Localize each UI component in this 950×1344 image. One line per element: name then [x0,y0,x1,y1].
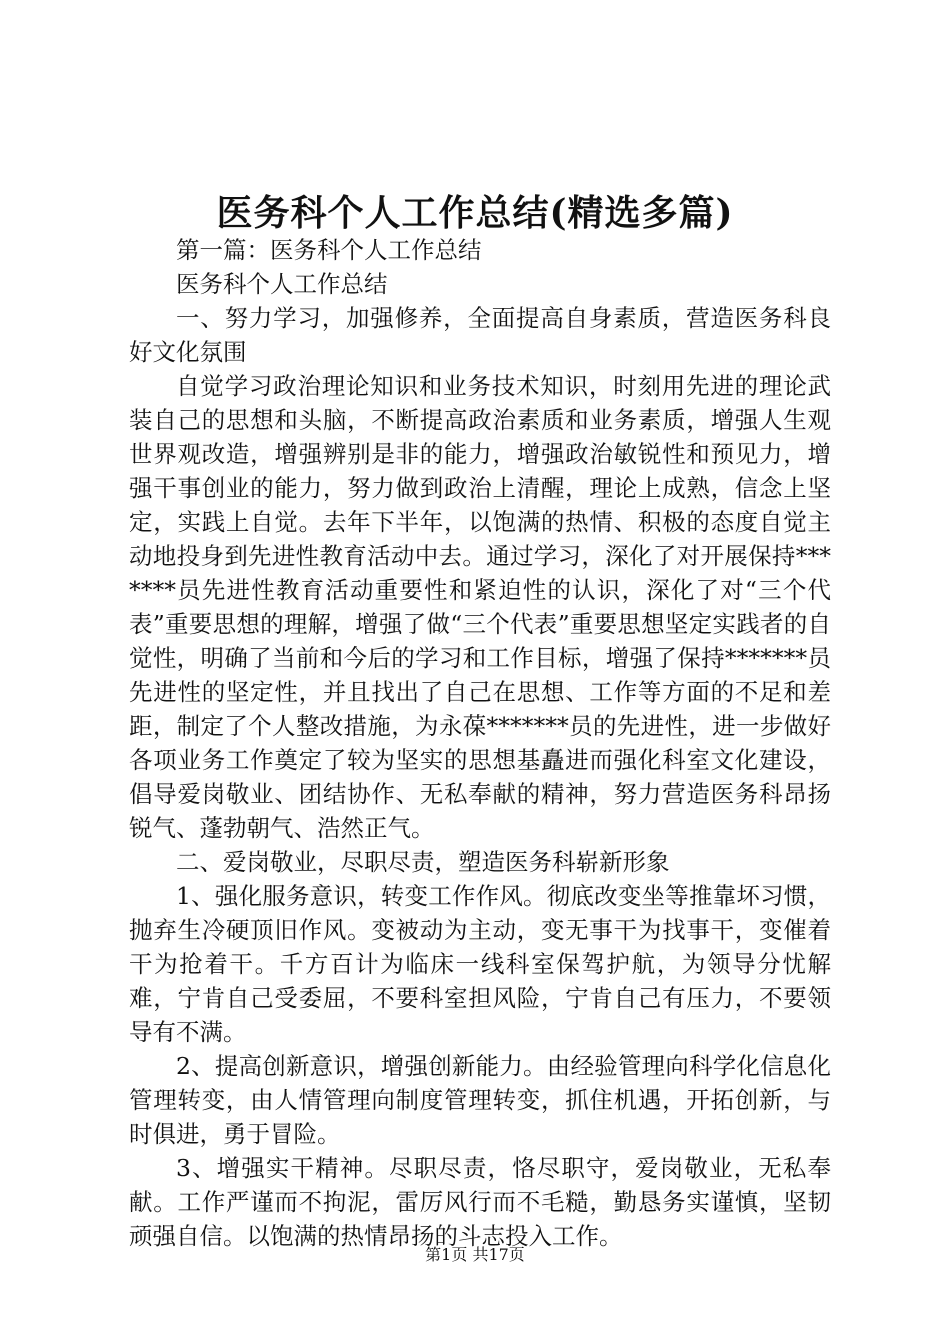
subtitle: 医务科个人工作总结 [176,270,388,298]
document-body [129,233,831,1253]
body-paragraph: 自觉学习政治理论知识和业务技术知识，时刻用先进的理论武装自己的思想和头脑，不断提高政治素质和业务素质，增强人生观世界观改造，增强辨别是非的能力，增强政治敏锐性和预见力，增强干事创业的能力，努力做到政治上清醒，理论上成熟，信念上坚定，实践上自觉。去年下半年，以饱满的热情、积极的态度自觉主动地投身到先进性教育活动中去。通过学习，深化了对开展保持*******员先进性教育活动重要性和紧迫性的认识，深化了对“三个代表”重要思想的理解，增强了做“三个代表”重要思想坚定实践者的自觉性，明确了当前和今后的学习和工作目标，增强了保持*******员先进性的坚定性，并且找出了自己在思想、工作等方面的不足和差距，制定了个人整改措施，为永葆*******员的先进性，进一步做好各项业务工作奠定了较为坚实的思想基矗进而强化科室文化建设，倡导爱岗敬业、团结协作、无私奉献的精神，努力营造医务科昂扬锐气、蓬勃朝气、浩然正气。 [129,372,831,842]
section-heading: 一、努力学习，加强修养，全面提高自身素质，营造医务科良好文化氛围 [129,304,831,366]
body-paragraph: 2、提高创新意识，增强创新能力。由经验管理向科学化信息化管理转变，由人情管理向制度管理转变，抓住机遇，开拓创新，与时俱进，勇于冒险。 [129,1052,831,1148]
body-paragraph: 3、增强实干精神。尽职尽责，恪尽职守，爱岗敬业，无私奉献。工作严谨而不拘泥，雷厉风行而不毛糙，勤恳务实谨慎，坚韧顽强自信。以饱满的热情昂扬的斗志投入工作。 [129,1154,831,1250]
body-paragraph: 1、强化服务意识，转变工作作风。彻底改变坐等推靠坏习惯，抛弃生冷硬顶旧作风。变被动为主动，变无事干为找事干，变催着干为抢着干。千方百计为临床一线科室保驾护航，为领导分忧解难，宁肯自己受委屈，不要科室担风险，宁肯自己有压力，不要领导有不满。 [129,882,831,1046]
section-heading: 二、爱岗敬业，尽职尽责，塑造医务科崭新形象 [176,848,670,876]
document-title: 医务科个人工作总结(精选多篇) [216,192,734,234]
page-footer: 第1页 共17页 [425,1245,525,1264]
section-heading: 第一篇：医务科个人工作总结 [176,236,482,264]
